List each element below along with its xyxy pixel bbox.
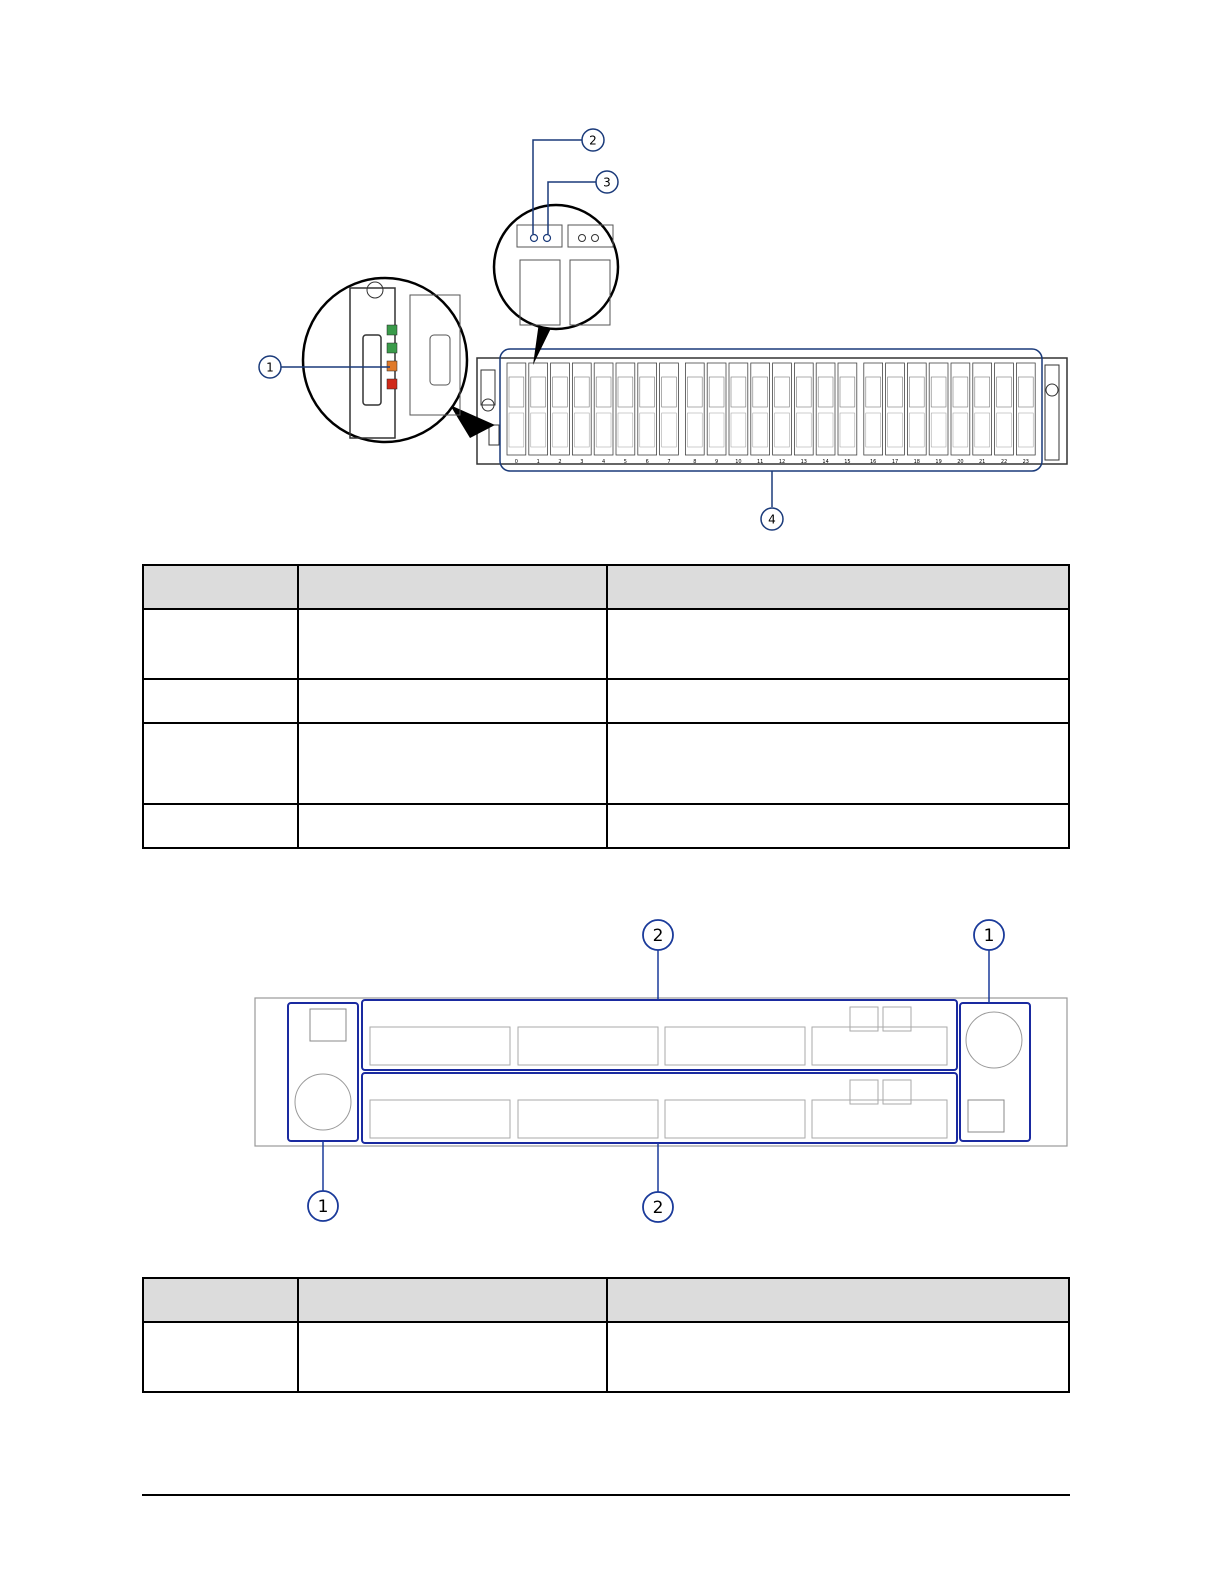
status-led-orange [387, 361, 397, 371]
status-led-green-2 [387, 343, 397, 353]
header-cell [143, 565, 298, 609]
callout-3-label: 3 [603, 175, 611, 190]
bay-number: 12 [778, 459, 786, 465]
bay-number: 8 [693, 459, 697, 465]
table-row [143, 1322, 1069, 1392]
bay-number: 11 [757, 459, 764, 465]
callout-1-bottom-label: 1 [317, 1197, 329, 1217]
rear-components-table [142, 1277, 1070, 1393]
table-cell [143, 723, 298, 804]
bay-number: 9 [715, 459, 719, 465]
table-row [143, 679, 1069, 723]
header-cell [607, 565, 1069, 609]
bay-number: 15 [844, 459, 851, 465]
bay-number: 7 [667, 459, 671, 465]
drive-led-magnifier [494, 205, 618, 329]
bay-number: 0 [514, 459, 518, 465]
table-header-row [143, 1278, 1069, 1322]
bay-number: 22 [1000, 459, 1008, 465]
footer-rule [142, 1494, 1070, 1496]
rear-view-figure [250, 915, 1070, 1225]
table-cell [143, 804, 298, 848]
header-cell [298, 1278, 607, 1322]
callout-2-top-label: 2 [652, 926, 664, 946]
bay-number: 18 [913, 459, 920, 465]
table-row [143, 723, 1069, 804]
callout-1-label: 1 [266, 360, 274, 375]
table-row [143, 609, 1069, 679]
bay-number: 1 [536, 459, 540, 465]
bay-number: 2 [558, 459, 562, 465]
table-cell [298, 723, 607, 804]
table-cell [607, 804, 1069, 848]
bay-number: 21 [979, 459, 986, 465]
bay-number: 20 [957, 459, 964, 465]
table-cell [143, 609, 298, 679]
status-led-red [387, 379, 397, 389]
bay-number: 5 [623, 459, 627, 465]
table-header-row [143, 565, 1069, 609]
front-view-figure [255, 120, 1070, 540]
table-cell [607, 679, 1069, 723]
bay-number: 3 [580, 459, 584, 465]
table-cell [607, 723, 1069, 804]
callout-2-label: 2 [589, 133, 597, 148]
header-cell [298, 565, 607, 609]
table-cell [298, 679, 607, 723]
header-cell [607, 1278, 1069, 1322]
bay-number: 17 [891, 459, 899, 465]
led-detail-magnifier [303, 278, 467, 442]
bay-number: 14 [822, 459, 829, 465]
header-cell [143, 1278, 298, 1322]
table-cell [143, 679, 298, 723]
table-cell [298, 1322, 607, 1392]
bay-number: 6 [645, 459, 649, 465]
bay-number: 4 [602, 459, 606, 465]
chassis-front [477, 358, 1067, 464]
table-row [143, 804, 1069, 848]
table-cell [298, 609, 607, 679]
callout-2-bottom-label: 2 [652, 1198, 664, 1218]
callout-4-label: 4 [768, 512, 776, 527]
table-cell [143, 1322, 298, 1392]
table-cell [298, 804, 607, 848]
bay-number: 10 [735, 459, 742, 465]
bay-number: 16 [870, 459, 877, 465]
table-cell [607, 609, 1069, 679]
bay-number: 23 [1022, 459, 1029, 465]
status-led-green-1 [387, 325, 397, 335]
front-components-table [142, 564, 1070, 849]
bay-number: 13 [800, 459, 807, 465]
callout-1-top-label: 1 [983, 926, 995, 946]
table-cell [607, 1322, 1069, 1392]
front-view-diagram [255, 120, 1070, 540]
bay-number: 19 [935, 459, 942, 465]
rear-view-diagram [250, 915, 1070, 1225]
